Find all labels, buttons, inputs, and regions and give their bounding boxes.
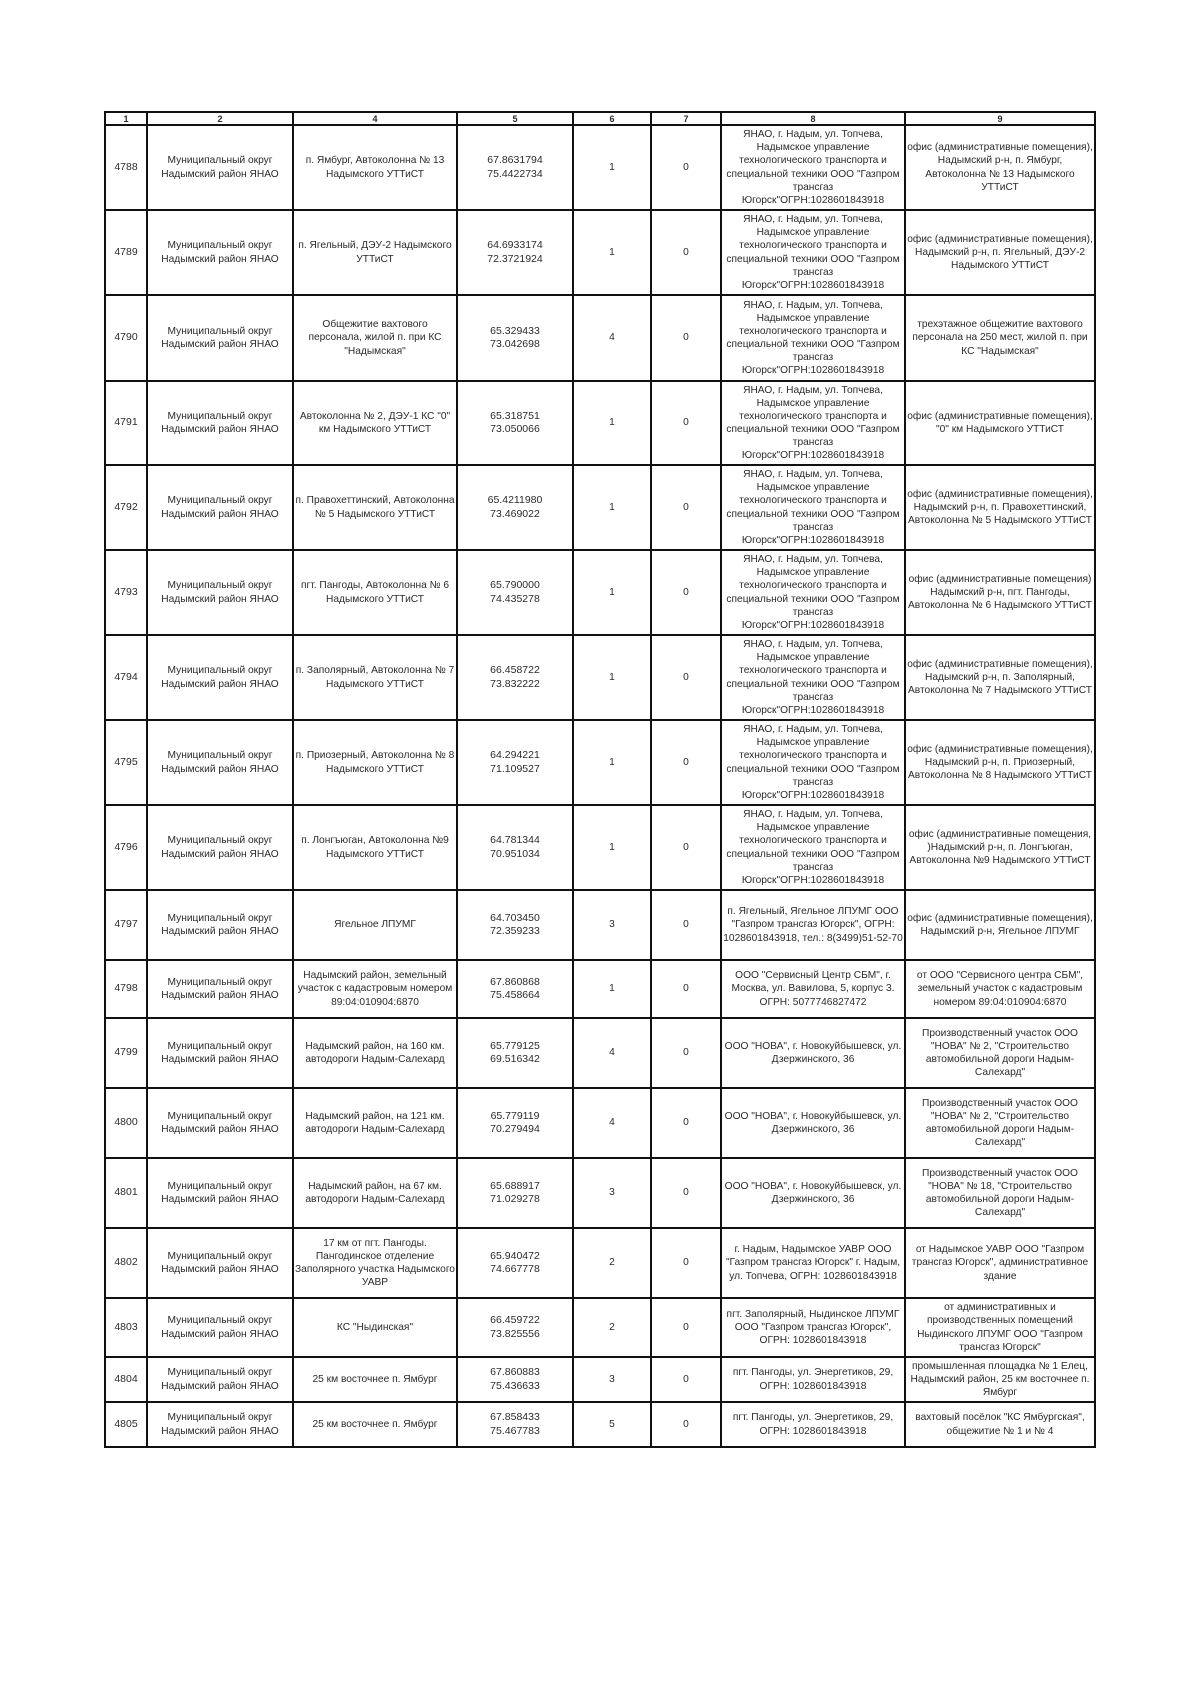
cell-district: Муниципальный округ Надымский район ЯНАО [147, 465, 293, 550]
cell-district: Муниципальный округ Надымский район ЯНАО [147, 805, 293, 890]
cell-owner: ЯНАО, г. Надым, ул. Топчева, Надымское управление технологического транспорта и специальной техники ООО "Газпром трансгаз Югорск"ОГРН:1028601843918 [721, 210, 905, 295]
cell-id: 4788 [105, 125, 147, 210]
cell-id: 4791 [105, 381, 147, 465]
cell-owner: г. Надым, Надымское УАВР ООО "Газпром трансгаз Югорск" г. Надым, ул. Топчева, ОГРН: 1028601843918 [721, 1228, 905, 1298]
cell-district: Муниципальный округ Надымский район ЯНАО [147, 960, 293, 1018]
cell-district: Муниципальный округ Надымский район ЯНАО [147, 720, 293, 805]
cell-object: трехэтажное общежитие вахтового персонала на 250 мест, жилой п. при КС "Надымская" [905, 295, 1095, 381]
table-row [105, 720, 1095, 805]
cell-col6: 2 [573, 1298, 651, 1357]
cell-owner: ЯНАО, г. Надым, ул. Топчева, Надымское управление технологического транспорта и специальной техники ООО "Газпром трансгаз Югорск"ОГРН:1028601843918 [721, 465, 905, 550]
column-header: 5 [457, 112, 573, 125]
cell-id: 4790 [105, 295, 147, 381]
table-body [105, 125, 1095, 1447]
cell-location: Общежитие вахтового персонала, жилой п. при КС "Надымская" [293, 295, 457, 381]
cell-location: Надымский район, на 121 км. автодороги Надым-Салехард [293, 1088, 457, 1158]
table-row [105, 805, 1095, 890]
cell-col7: 0 [651, 1018, 721, 1088]
cell-location: Надымский район, земельный участок с кадастровым номером 89:04:010904:6870 [293, 960, 457, 1018]
cell-id: 4795 [105, 720, 147, 805]
cell-owner: ООО "НОВА", г. Новокуйбышевск, ул. Дзержинского, 36 [721, 1158, 905, 1228]
cell-location: 25 км восточнее п. Ямбург [293, 1357, 457, 1402]
cell-coordinates: 65.779119 70.279494 [457, 1088, 573, 1158]
cell-owner: п. Ягельный, Ягельное ЛПУМГ ООО "Газпром трансгаз Югорск", ОГРН: 1028601843918, тел.: 8(3499)51-52-70 [721, 890, 905, 960]
cell-id: 4794 [105, 635, 147, 720]
cell-col6: 1 [573, 381, 651, 465]
cell-col6: 1 [573, 720, 651, 805]
table-row [105, 890, 1095, 960]
cell-coordinates: 67.860883 75.436633 [457, 1357, 573, 1402]
cell-district: Муниципальный округ Надымский район ЯНАО [147, 381, 293, 465]
cell-object: офис (административные помещения), Надымский р-н, п. Ягельный, ДЭУ-2 Надымского УТТиСТ [905, 210, 1095, 295]
cell-coordinates: 67.860868 75.458664 [457, 960, 573, 1018]
cell-id: 4796 [105, 805, 147, 890]
cell-district: Муниципальный округ Надымский район ЯНАО [147, 550, 293, 635]
cell-coordinates: 65.4211980 73.469022 [457, 465, 573, 550]
cell-owner: ООО "НОВА", г. Новокуйбышевск, ул. Дзержинского, 36 [721, 1018, 905, 1088]
cell-col7: 0 [651, 805, 721, 890]
table-row [105, 1088, 1095, 1158]
cell-col6: 1 [573, 125, 651, 210]
cell-coordinates: 65.318751 73.050066 [457, 381, 573, 465]
cell-location: п. Лонгъюган, Автоколонна №9 Надымского УТТиСТ [293, 805, 457, 890]
column-header: 9 [905, 112, 1095, 125]
table-row [105, 465, 1095, 550]
cell-col6: 3 [573, 890, 651, 960]
registry-table [104, 111, 1096, 1448]
cell-object: Производственный участок ООО "НОВА" № 2, "Строительство автомобильной дороги Надым-Салехард" [905, 1018, 1095, 1088]
cell-col7: 0 [651, 295, 721, 381]
cell-col6: 3 [573, 1357, 651, 1402]
cell-owner: ЯНАО, г. Надым, ул. Топчева, Надымское управление технологического транспорта и специальной техники ООО "Газпром трансгаз Югорск"ОГРН:1028601843918 [721, 635, 905, 720]
column-header: 1 [105, 112, 147, 125]
cell-district: Муниципальный округ Надымский район ЯНАО [147, 1018, 293, 1088]
cell-coordinates: 65.790000 74.435278 [457, 550, 573, 635]
table-row [105, 550, 1095, 635]
cell-coordinates: 67.8631794 75.4422734 [457, 125, 573, 210]
cell-id: 4803 [105, 1298, 147, 1357]
cell-owner: ЯНАО, г. Надым, ул. Топчева, Надымское управление технологического транспорта и специальной техники ООО "Газпром трансгаз Югорск"ОГРН:1028601843918 [721, 125, 905, 210]
cell-col7: 0 [651, 210, 721, 295]
cell-id: 4797 [105, 890, 147, 960]
cell-district: Муниципальный округ Надымский район ЯНАО [147, 635, 293, 720]
cell-owner: ЯНАО, г. Надым, ул. Топчева, Надымское управление технологического транспорта и специальной техники ООО "Газпром трансгаз Югорск"ОГРН:1028601843918 [721, 295, 905, 381]
cell-col7: 0 [651, 1158, 721, 1228]
cell-coordinates: 66.459722 73.825556 [457, 1298, 573, 1357]
header-row [105, 112, 1095, 125]
cell-col7: 0 [651, 720, 721, 805]
cell-district: Муниципальный округ Надымский район ЯНАО [147, 125, 293, 210]
cell-coordinates: 64.294221 71.109527 [457, 720, 573, 805]
cell-id: 4798 [105, 960, 147, 1018]
cell-location: п. Приозерный, Автоколонна № 8 Надымского УТТиСТ [293, 720, 457, 805]
cell-col7: 0 [651, 1228, 721, 1298]
table-row [105, 635, 1095, 720]
cell-object: офис (административные помещения), Надымский р-н, п. Правохеттинский, Автоколонна № 5 Надымского УТТиСТ [905, 465, 1095, 550]
cell-col7: 0 [651, 125, 721, 210]
cell-col6: 4 [573, 1088, 651, 1158]
cell-coordinates: 65.779125 69.516342 [457, 1018, 573, 1088]
cell-object: Производственный участок ООО "НОВА" № 18, "Строительство автомобильной дороги Надым-Салехард" [905, 1158, 1095, 1228]
cell-object: офис (административные помещения), Надымский р-н, п. Заполярный, Автоколонна № 7 Надымского УТТиСТ [905, 635, 1095, 720]
table-row [105, 1357, 1095, 1402]
cell-col6: 1 [573, 210, 651, 295]
cell-owner: пгт. Пангоды, ул. Энергетиков, 29, ОГРН: 1028601843918 [721, 1357, 905, 1402]
cell-object: офис (административные помещения) Надымский р-н, пгт. Пангоды, Автоколонна № 6 Надымского УТТиСТ [905, 550, 1095, 635]
cell-object: от ООО "Сервисного центра СБМ", земельный участок с кадастровым номером 89:04:010904:6870 [905, 960, 1095, 1018]
cell-col7: 0 [651, 1298, 721, 1357]
cell-object: офис (административные помещения), Надымский р-н, п. Ямбург, Автоколонна № 13 Надымского УТТиСТ [905, 125, 1095, 210]
cell-location: пгт. Пангоды, Автоколонна № 6 Надымского УТТиСТ [293, 550, 457, 635]
table-row [105, 381, 1095, 465]
column-header: 6 [573, 112, 651, 125]
cell-owner: пгт. Заполярный, Ныдинское ЛПУМГ ООО "Газпром трансгаз Югорск", ОГРН: 1028601843918 [721, 1298, 905, 1357]
cell-col6: 4 [573, 295, 651, 381]
cell-district: Муниципальный округ Надымский район ЯНАО [147, 1088, 293, 1158]
cell-coordinates: 66.458722 73.832222 [457, 635, 573, 720]
cell-coordinates: 64.6933174 72.3721924 [457, 210, 573, 295]
cell-district: Муниципальный округ Надымский район ЯНАО [147, 1357, 293, 1402]
cell-location: Надымский район, на 160 км. автодороги Надым-Салехард [293, 1018, 457, 1088]
column-header: 2 [147, 112, 293, 125]
column-header: 8 [721, 112, 905, 125]
cell-location: 25 км восточнее п. Ямбург [293, 1402, 457, 1447]
cell-owner: ЯНАО, г. Надым, ул. Топчева, Надымское управление технологического транспорта и специальной техники ООО "Газпром трансгаз Югорск"ОГРН:1028601843918 [721, 805, 905, 890]
table-row [105, 210, 1095, 295]
cell-col7: 0 [651, 1088, 721, 1158]
cell-col6: 1 [573, 960, 651, 1018]
cell-owner: ЯНАО, г. Надым, ул. Топчева, Надымское управление технологического транспорта и специальной техники ООО "Газпром трансгаз Югорск"ОГРН:1028601843918 [721, 381, 905, 465]
cell-col7: 0 [651, 960, 721, 1018]
table-row [105, 1018, 1095, 1088]
cell-coordinates: 65.688917 71.029278 [457, 1158, 573, 1228]
cell-col7: 0 [651, 635, 721, 720]
cell-object: офис (административные помещения, )Надымский р-н, п. Лонгъюган, Автоколонна №9 Надымского УТТиСТ [905, 805, 1095, 890]
cell-location: Автоколонна № 2, ДЭУ-1 КС "0" км Надымского УТТиСТ [293, 381, 457, 465]
cell-col6: 5 [573, 1402, 651, 1447]
cell-district: Муниципальный округ Надымский район ЯНАО [147, 890, 293, 960]
cell-object: Производственный участок ООО "НОВА" № 2, "Строительство автомобильной дороги Надым-Салехард" [905, 1088, 1095, 1158]
table-row [105, 295, 1095, 381]
column-header: 7 [651, 112, 721, 125]
cell-col7: 0 [651, 550, 721, 635]
cell-coordinates: 67.858433 75.467783 [457, 1402, 573, 1447]
cell-id: 4805 [105, 1402, 147, 1447]
cell-id: 4793 [105, 550, 147, 635]
cell-col7: 0 [651, 1402, 721, 1447]
cell-coordinates: 64.703450 72.359233 [457, 890, 573, 960]
cell-coordinates: 64.781344 70.951034 [457, 805, 573, 890]
cell-col6: 4 [573, 1018, 651, 1088]
cell-col6: 3 [573, 1158, 651, 1228]
cell-id: 4804 [105, 1357, 147, 1402]
cell-col6: 1 [573, 465, 651, 550]
cell-object: от Надымское УАВР ООО "Газпром трансгаз Югорск", административное здание [905, 1228, 1095, 1298]
cell-location: Ягельное ЛПУМГ [293, 890, 457, 960]
cell-object: промышленная площадка № 1 Елец, Надымский район, 25 км восточнее п. Ямбург [905, 1357, 1095, 1402]
cell-col6: 1 [573, 805, 651, 890]
cell-location: п. Заполярный, Автоколонна № 7 Надымского УТТиСТ [293, 635, 457, 720]
cell-location: п. Правохеттинский, Автоколонна № 5 Надымского УТТиСТ [293, 465, 457, 550]
cell-col7: 0 [651, 890, 721, 960]
cell-district: Муниципальный округ Надымский район ЯНАО [147, 1402, 293, 1447]
table-row [105, 125, 1095, 210]
cell-col6: 2 [573, 1228, 651, 1298]
cell-object: вахтовый посёлок "КС Ямбургская", общежитие № 1 и № 4 [905, 1402, 1095, 1447]
cell-col7: 0 [651, 1357, 721, 1402]
document-page [104, 111, 1094, 1448]
cell-location: КС "Ныдинская" [293, 1298, 457, 1357]
cell-object: офис (административные помещения), Надымский р-н, Ягельное ЛПУМГ [905, 890, 1095, 960]
cell-id: 4800 [105, 1088, 147, 1158]
cell-owner: ООО "Сервисный Центр СБМ", г. Москва, ул. Вавилова, 5, корпус 3. ОГРН: 5077746827472 [721, 960, 905, 1018]
cell-object: от административных и производственных помещений Ныдинского ЛПУМГ ООО "Газпром трансгаз Югорск" [905, 1298, 1095, 1357]
cell-object: офис (административные помещения), "0" км Надымского УТТиСТ [905, 381, 1095, 465]
cell-district: Муниципальный округ Надымский район ЯНАО [147, 1158, 293, 1228]
cell-coordinates: 65.329433 73.042698 [457, 295, 573, 381]
cell-id: 4802 [105, 1228, 147, 1298]
cell-object: офис (административные помещения), Надымский р-н, п. Приозерный, Автоколонна № 8 Надымского УТТиСТ [905, 720, 1095, 805]
cell-col6: 1 [573, 550, 651, 635]
table-row [105, 1158, 1095, 1228]
table-row [105, 960, 1095, 1018]
cell-col7: 0 [651, 381, 721, 465]
cell-district: Муниципальный округ Надымский район ЯНАО [147, 210, 293, 295]
cell-location: п. Ягельный, ДЭУ-2 Надымского УТТиСТ [293, 210, 457, 295]
cell-coordinates: 65.940472 74.667778 [457, 1228, 573, 1298]
cell-col6: 1 [573, 635, 651, 720]
cell-owner: ЯНАО, г. Надым, ул. Топчева, Надымское управление технологического транспорта и специальной техники ООО "Газпром трансгаз Югорск"ОГРН:1028601843918 [721, 720, 905, 805]
cell-district: Муниципальный округ Надымский район ЯНАО [147, 295, 293, 381]
cell-location: Надымский район, на 67 км. автодороги Надым-Салехард [293, 1158, 457, 1228]
cell-id: 4789 [105, 210, 147, 295]
table-row [105, 1402, 1095, 1447]
cell-owner: ООО "НОВА", г. Новокуйбышевск, ул. Дзержинского, 36 [721, 1088, 905, 1158]
cell-id: 4792 [105, 465, 147, 550]
column-header: 4 [293, 112, 457, 125]
cell-owner: пгт. Пангоды, ул. Энергетиков, 29, ОГРН: 1028601843918 [721, 1402, 905, 1447]
table-row [105, 1228, 1095, 1298]
cell-location: п. Ямбург, Автоколонна № 13 Надымского УТТиСТ [293, 125, 457, 210]
cell-district: Муниципальный округ Надымский район ЯНАО [147, 1298, 293, 1357]
cell-owner: ЯНАО, г. Надым, ул. Топчева, Надымское управление технологического транспорта и специальной техники ООО "Газпром трансгаз Югорск"ОГРН:1028601843918 [721, 550, 905, 635]
cell-id: 4799 [105, 1018, 147, 1088]
cell-id: 4801 [105, 1158, 147, 1228]
cell-col7: 0 [651, 465, 721, 550]
cell-location: 17 км от пгт. Пангоды. Пангодинское отделение Заполярного участка Надымского УАВР [293, 1228, 457, 1298]
cell-district: Муниципальный округ Надымский район ЯНАО [147, 1228, 293, 1298]
table-row [105, 1298, 1095, 1357]
